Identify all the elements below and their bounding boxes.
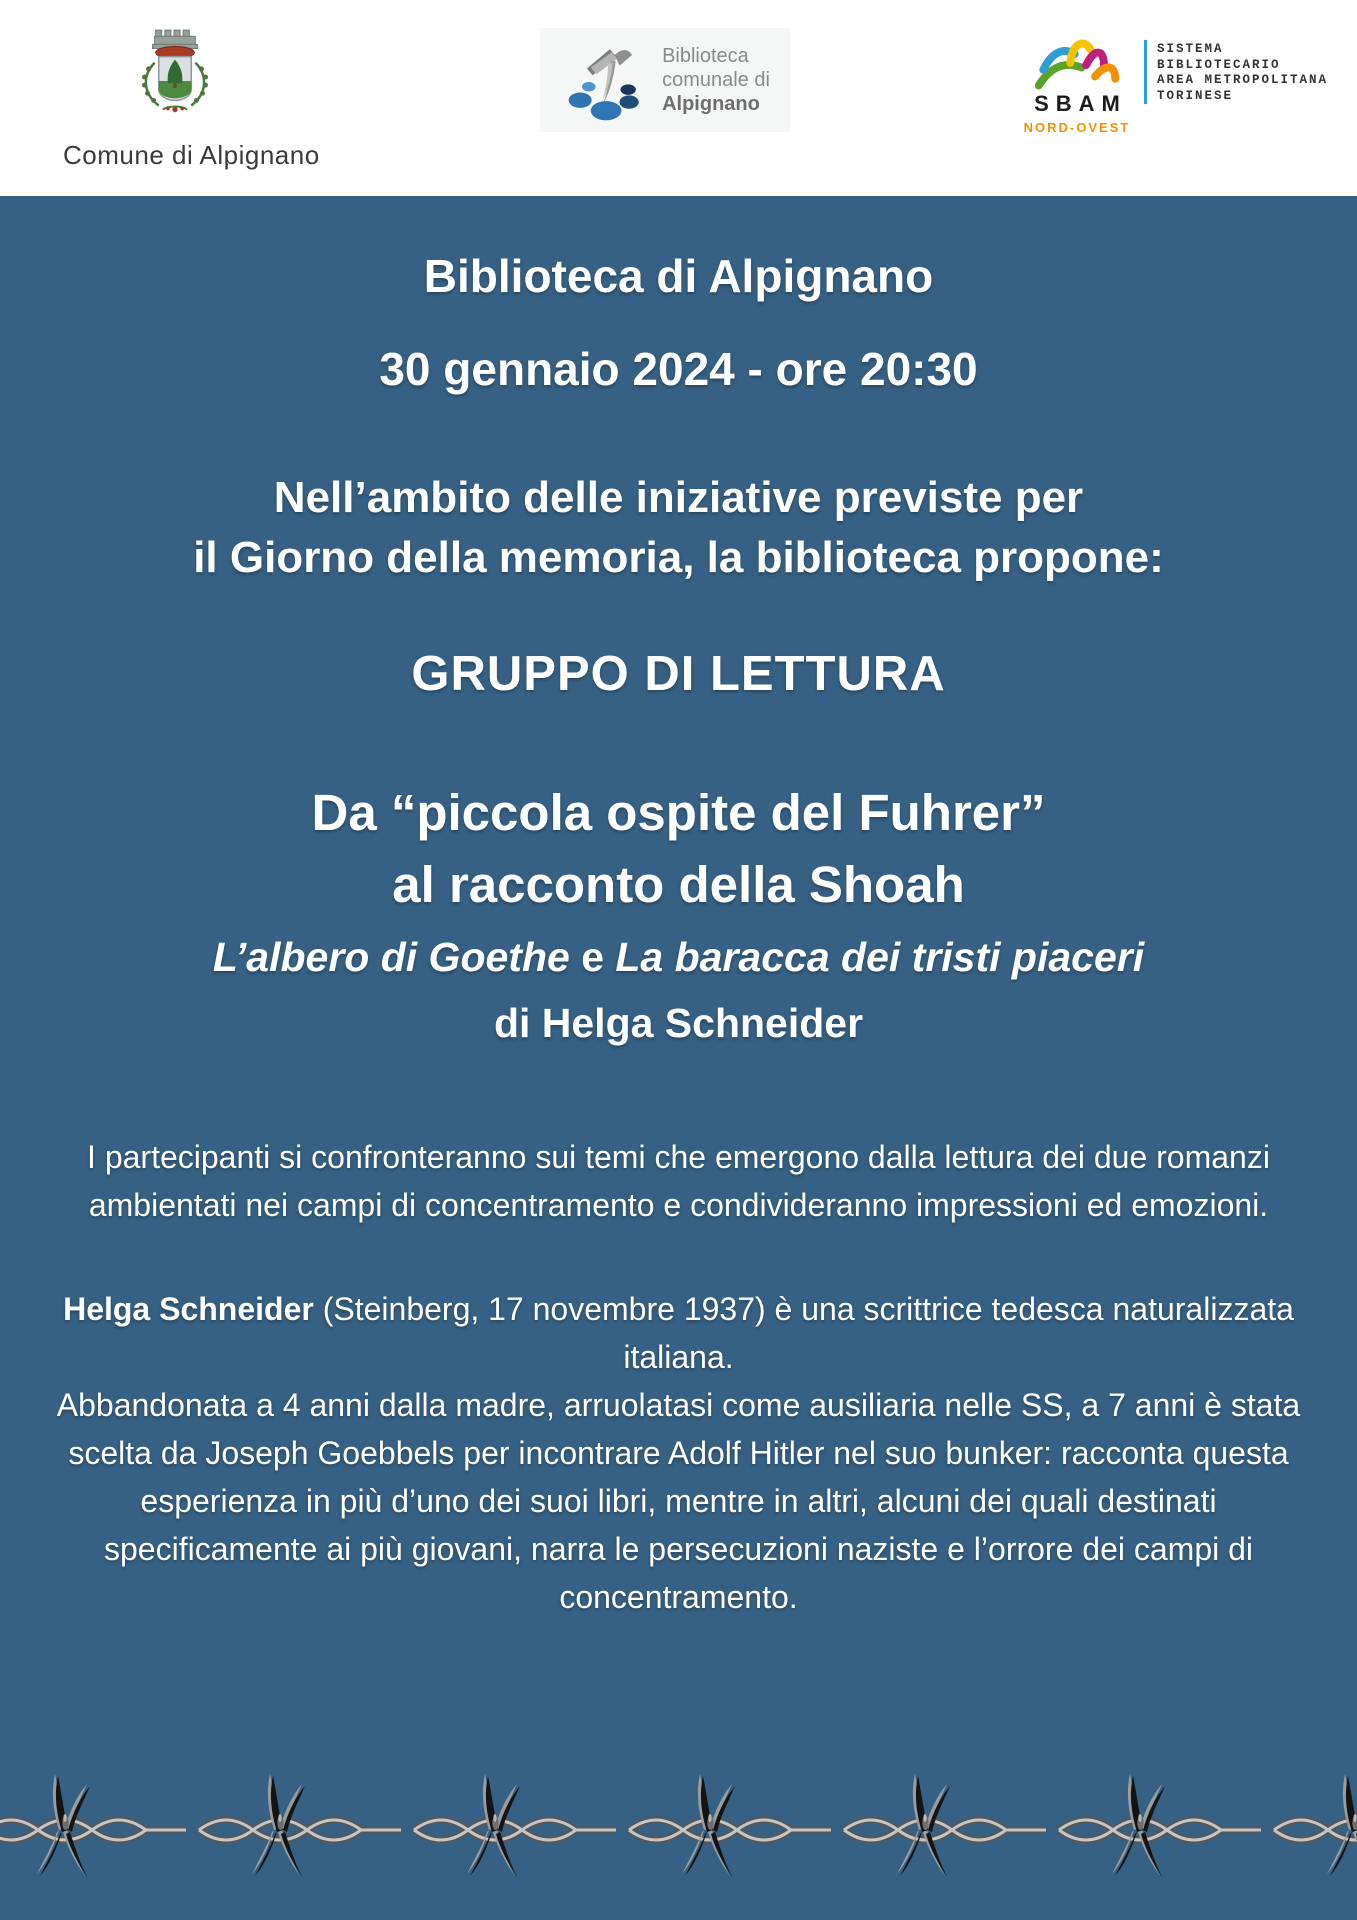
comune-crest-icon: [134, 22, 216, 134]
event-subtitle: [0, 777, 1357, 921]
participants-paragraph: I partecipanti si confronteranno sui temi che emergono dalla lettura dei due romanzi ambientati nei campi di concentramento e condivideranno impressioni ed emozioni.: [87, 1139, 1270, 1223]
sbam-description: [1157, 36, 1328, 104]
event-title: Biblioteca di Alpignano: [423, 250, 934, 302]
barbed-wire-illustration: [0, 1760, 1357, 1892]
bio-paragraph: [49, 1285, 1309, 1621]
author-line: di Helga Schneider: [493, 1000, 864, 1046]
biblioteca-name-line2: comunale di: [662, 69, 770, 91]
header-band: [0, 0, 1357, 196]
intro-line-2: il Giorno della memoria, la biblioteca propone:: [193, 533, 1164, 582]
sbam-logo: [1018, 36, 1328, 135]
intro-text: [0, 468, 1357, 588]
bio-text-1: (Steinberg, 17 novembre 1937) è una scrittrice tedesca naturalizzata italiana.: [313, 1291, 1294, 1375]
comune-logo: [63, 22, 320, 171]
sbam-description-line: SISTEMA: [1157, 42, 1224, 56]
sbam-divider: [1144, 40, 1147, 104]
comune-label: Comune di Alpignano: [63, 140, 320, 170]
book-title-connector: e: [569, 934, 616, 980]
biblioteca-logo: [540, 28, 790, 132]
book-title-1: L’albero di Goethe: [212, 934, 570, 980]
event-name: GRUPPO DI LETTURA: [411, 647, 946, 701]
book-title-2: La baracca dei tristi piaceri: [615, 934, 1145, 980]
sbam-description-line: BIBLIOTECARIO: [1157, 57, 1281, 72]
bio-text-2: Abbandonata a 4 anni dalla madre, arruolatasi come ausiliaria nelle SS, a 7 anni è stata scelta da Joseph Goebbels per incontrare Adolf Hitler nel suo bunker: racconta questa esperienza in più d’uno dei suoi libri, mentre in altri, alcuni dei quali destinati specificamente ai più giovani, narra le persecuzioni naziste e l’orrore dei campi di concentramento.: [56, 1387, 1301, 1615]
sbam-wordmark: SBAM: [1034, 91, 1127, 116]
biblioteca-name: [662, 44, 770, 116]
subtitle-line-2: al racconto della Shoah: [392, 856, 965, 913]
poster-body: [0, 196, 1357, 1920]
intro-line-1: Nell’ambito delle iniziative previste per: [273, 473, 1084, 522]
event-datetime: 30 gennaio 2024 - ore 20:30: [379, 343, 978, 395]
book-titles: [0, 927, 1357, 987]
biblioteca-book-icon: [560, 32, 656, 128]
sbam-arcs-icon: [1034, 36, 1120, 90]
biblioteca-name-line1: Biblioteca: [662, 45, 749, 67]
sbam-region-label: NORD-OVEST: [1023, 120, 1131, 135]
bio-author-name: Helga Schneider: [63, 1291, 314, 1327]
biblioteca-name-line3: Alpignano: [662, 93, 760, 115]
sbam-description-line: TORINESE: [1157, 88, 1234, 103]
sbam-description-line: AREA METROPOLITANA: [1157, 73, 1329, 87]
subtitle-line-1: Da “piccola ospite del Fuhrer”: [311, 784, 1046, 841]
